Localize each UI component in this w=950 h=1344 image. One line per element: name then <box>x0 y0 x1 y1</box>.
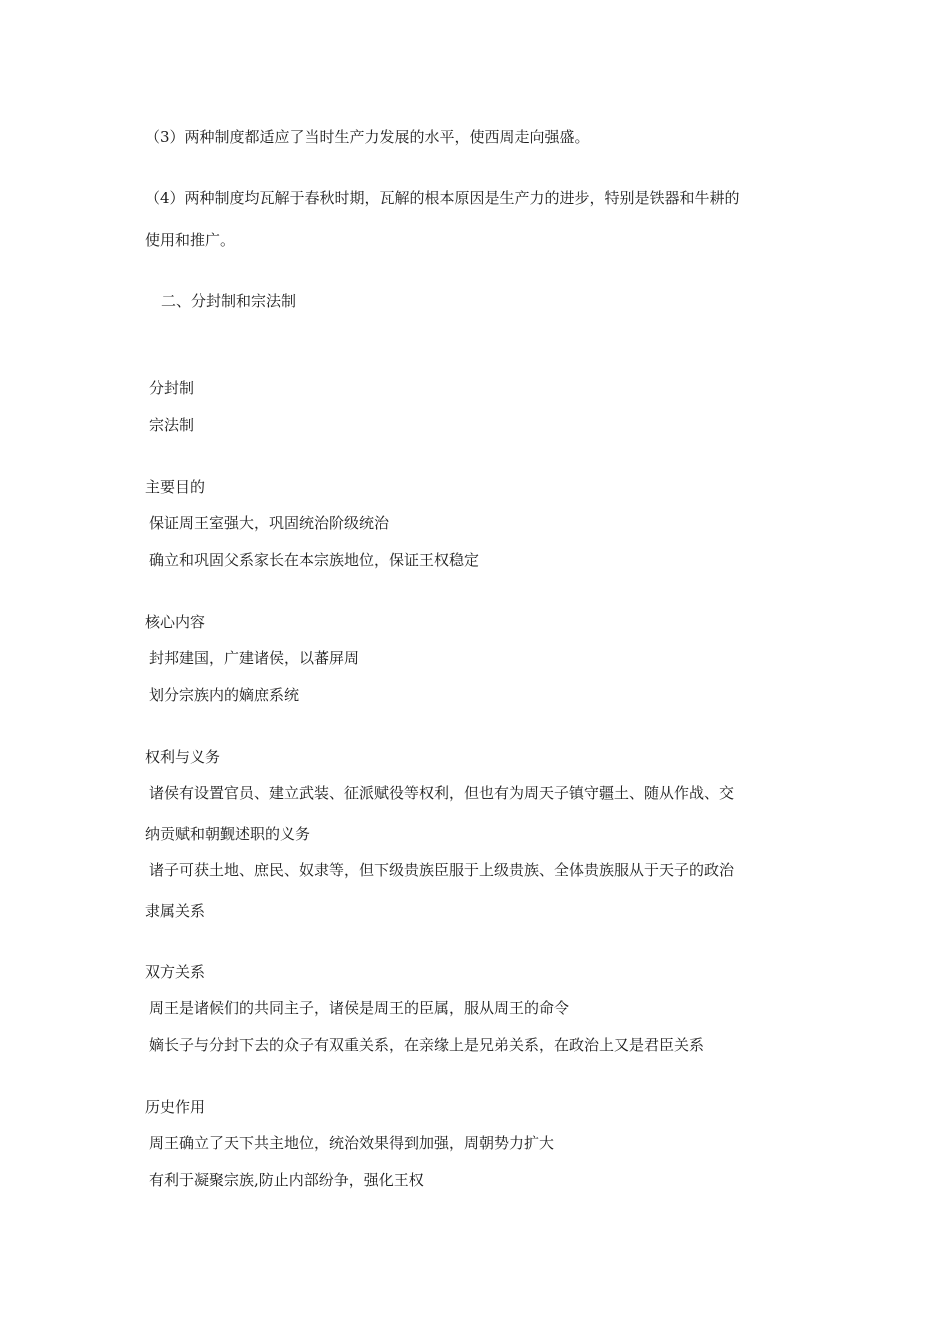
cell-relationship-zongfa: 嫡长子与分封下去的众子有双重关系，在亲缘上是兄弟关系，在政治上又是君臣关系 <box>149 1036 705 1054</box>
cell-core-content-fenfeng: 封邦建国，广建诸侯，以蕃屏周 <box>149 649 360 667</box>
cell-purpose-fenfeng: 保证周王室强大，巩固统治阶级统治 <box>149 514 390 532</box>
paragraph-point-3: （3）两种制度都适应了当时生产力发展的水平，使西周走向强盛。 <box>145 128 590 146</box>
paragraph-point-4-line-2: 使用和推广。 <box>145 231 236 249</box>
cell-rights-duties-zongfa-line-2: 隶属关系 <box>145 902 206 920</box>
cell-historical-role-zongfa: 有利于凝聚宗族,防止内部纷争，强化王权 <box>149 1171 424 1189</box>
column-header-zongfa: 宗法制 <box>149 416 195 434</box>
cell-relationship-fenfeng: 周王是诸候们的共同主子，诸侯是周王的臣属，服从周王的命令 <box>149 999 570 1017</box>
cell-rights-duties-fenfeng-line-2: 纳贡赋和朝觐述职的义务 <box>145 825 311 843</box>
row-label-rights-duties: 权利与义务 <box>145 748 221 766</box>
cell-purpose-zongfa: 确立和巩固父系家长在本宗族地位，保证王权稳定 <box>149 551 480 569</box>
cell-core-content-zongfa: 划分宗族内的嫡庶系统 <box>149 686 300 704</box>
row-label-historical-role: 历史作用 <box>145 1098 206 1116</box>
cell-rights-duties-fenfeng-line-1: 诸侯有设置官员、建立武装、征派赋役等权利，但也有为周天子镇守疆土、随从作战、交 <box>149 784 735 802</box>
row-label-purpose: 主要目的 <box>145 478 206 496</box>
row-label-relationship: 双方关系 <box>145 963 206 981</box>
section-title: 二、分封制和宗法制 <box>161 292 297 310</box>
cell-historical-role-fenfeng: 周王确立了天下共主地位，统治效果得到加强，周朝势力扩大 <box>149 1134 555 1152</box>
row-label-core-content: 核心内容 <box>145 613 206 631</box>
paragraph-point-4-line-1: （4）两种制度均瓦解于春秋时期，瓦解的根本原因是生产力的进步，特别是铁器和牛耕的 <box>145 189 740 207</box>
cell-rights-duties-zongfa-line-1: 诸子可获土地、庶民、奴隶等，但下级贵族臣服于上级贵族、全体贵族服从于天子的政治 <box>149 861 735 879</box>
column-header-fenfeng: 分封制 <box>149 379 195 397</box>
